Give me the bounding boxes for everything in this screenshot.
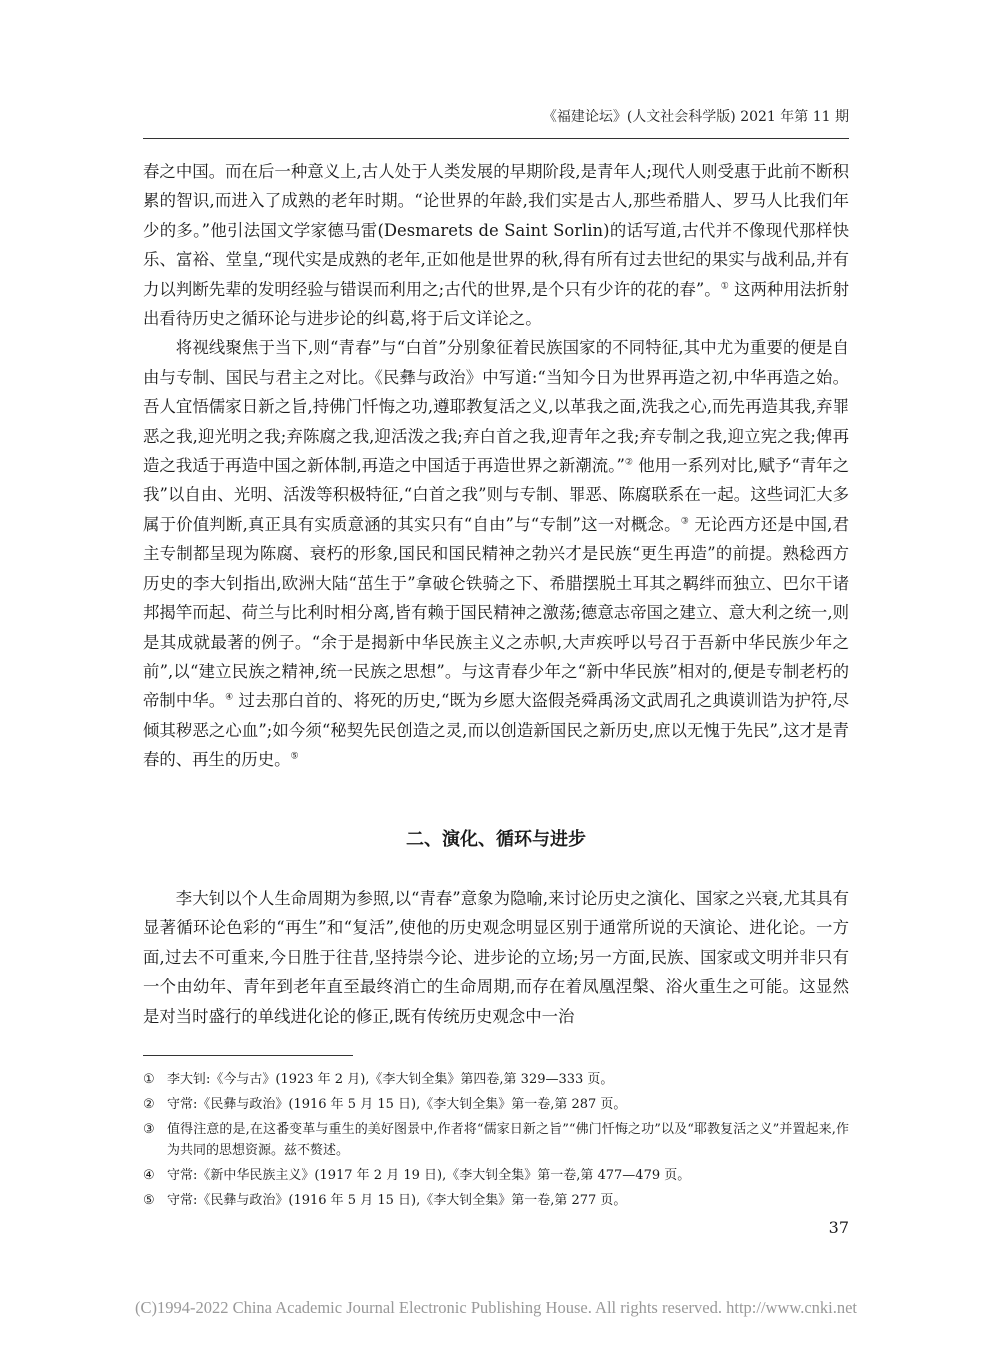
- footnote-mark: ③: [143, 1122, 155, 1137]
- footnote-mark: ④: [143, 1168, 155, 1183]
- paragraph: [143, 157, 849, 333]
- footnote-mark: ⑤: [143, 1193, 155, 1208]
- text-run: 过去那白首的、将死的历史,“既为乡愿大盗假尧舜禹汤文武周孔之典谟训诰为护符,尽倾其秽恶之心血”;如今须“秘契先民创造之灵,而以创造新国民之新历史,庶以无愧于先民”,这才是青春的、再生的历史。: [143, 691, 849, 770]
- footnote-ref-3[interactable]: ③: [680, 516, 689, 527]
- footnote-ref-2[interactable]: ②: [624, 457, 633, 468]
- paragraph: 李大钊以个人生命周期为参照,以“青春”意象为隐喻,来讨论历史之演化、国家之兴衰,尤其具有显著循环论色彩的“再生”和“复活”,使他的历史观念明显区别于通常所说的天演论、进化论。一方面,过去不可重来,今日胜于往昔,坚持崇今论、进步论的立场;另一方面,民族、国家或文明并非只有一个由幼年、青年到老年直至最终消亡的生命周期,而存在着凤凰涅槃、浴火重生之可能。这显然是对当时盛行的单线进化论的修正,既有传统历史观念中一治: [143, 889, 849, 1026]
- footnote-text: 值得注意的是,在这番变革与重生的美好图景中,作者将“儒家日新之旨”“佛门忏悔之功”以及“耶教复活之义”并置起来,作为共同的思想资源。兹不赘述。: [167, 1122, 849, 1158]
- footnote-5: [143, 1190, 849, 1211]
- footnote-3: [143, 1119, 849, 1161]
- footnote-ref-5[interactable]: ⑤: [290, 751, 299, 762]
- footnote-ref-4[interactable]: ④: [225, 692, 234, 703]
- footnote-mark: ①: [143, 1072, 155, 1087]
- section-heading: 二、演化、循环与进步: [406, 829, 586, 850]
- text-run: 春之中国。而在后一种意义上,古人处于人类发展的早期阶段,是青年人;现代人则受惠于此前不断积累的智识,而进入了成熟的老年时期。“论世界的年龄,我们实是古人,那些希腊人、罗马人比我们年少的多。”他引法国文学家德马雷(Desmarets de Saint Sorlin)的话写道,古代并不像现代那样快乐、富裕、堂皇,“现代实是成熟的老年,正如他是世界的秋,得有所有过去世纪的果实与战利品,并有力以判断先辈的发明经验与错误而利用之;古代的世界,是个只有少许的花的春”。: [143, 162, 849, 299]
- footnote-4: [143, 1165, 849, 1186]
- footnote-text: 李大钊:《今与古》(1923 年 2 月),《李大钊全集》第四卷,第 329—333 页。: [167, 1072, 614, 1087]
- section-body: [143, 884, 849, 1031]
- text-run: 他用一系列对比,赋予“青年之我”以自由、光明、活泼等积极特征,“白首之我”则与专制、罪恶、陈腐联系在一起。这些词汇大多属于价值判断,真正具有实质意涵的其实只有“自由”与“专制”这一对概念。: [143, 456, 849, 534]
- footnotes: [143, 1069, 849, 1215]
- footnote-text: 守常:《民彝与政治》(1916 年 5 月 15 日),《李大钊全集》第一卷,第 287 页。: [167, 1097, 627, 1112]
- copyright-watermark: (C)1994-2022 China Academic Journal Electronic Publishing House. All rights reserved. http://www.cnki.net: [134, 1298, 858, 1317]
- text-run: 无论西方还是中国,君主专制都呈现为陈腐、衰朽的形象,国民和国民精神之勃兴才是民族“更生再造”的前提。熟稔西方历史的李大钊指出,欧洲大陆“茁生于”拿破仑铁骑之下、希腊摆脱土耳其之羁绊而独立、巴尔干诸邦揭竿而起、荷兰与比利时相分离,皆有赖于国民精神之激荡;德意志帝国之建立、意大利之统一,则是其成就最著的例子。“余于是揭新中华民族主义之赤帜,大声疾呼以号召于吾新中华民族少年之前”,以“建立民族之精神,统一民族之思想”。与这青春少年之“新中华民族”相对的,便是专制老朽的帝制中华。: [143, 514, 849, 711]
- footnote-1: [143, 1069, 849, 1090]
- text-run: 这两种用法折射出看待历史之循环论与进步论的纠葛,将于后文详论之。: [143, 279, 849, 329]
- paragraph: [143, 333, 849, 774]
- page-number: 37: [828, 1218, 849, 1237]
- text-run: 将视线聚焦于当下,则“青春”与“白首”分别象征着民族国家的不同特征,其中尤为重要的便是自由与专制、国民与君主之对比。《民彝与政治》中写道:“当知今日为世界再造之初,中华再造之始。吾人宜悟儒家日新之旨,持佛门忏悔之功,遵耶教复活之义,以革我之面,洗我之心,而先再造其我,弃罪恶之我,迎光明之我;弃陈腐之我,迎活泼之我;弃白首之我,迎青年之我;弃专制之我,迎立宪之我;俾再造之我适于再造中国之新体制,再造之中国适于再造世界之新潮流。”: [143, 338, 849, 476]
- running-header: 《福建论坛》(人文社会科学版) 2021 年第 11 期: [542, 109, 849, 125]
- header-rule: [143, 138, 849, 139]
- article-body: [143, 157, 849, 775]
- footnote-2: [143, 1094, 849, 1115]
- footnote-text: 守常:《民彝与政治》(1916 年 5 月 15 日),《李大钊全集》第一卷,第 277 页。: [167, 1193, 627, 1208]
- footnote-text: 守常:《新中华民族主义》(1917 年 2 月 19 日),《李大钊全集》第一卷,第 477—479 页。: [167, 1168, 691, 1183]
- footnote-mark: ②: [143, 1097, 155, 1112]
- footnote-rule: [143, 1055, 353, 1056]
- footnote-ref-1[interactable]: ①: [720, 281, 729, 292]
